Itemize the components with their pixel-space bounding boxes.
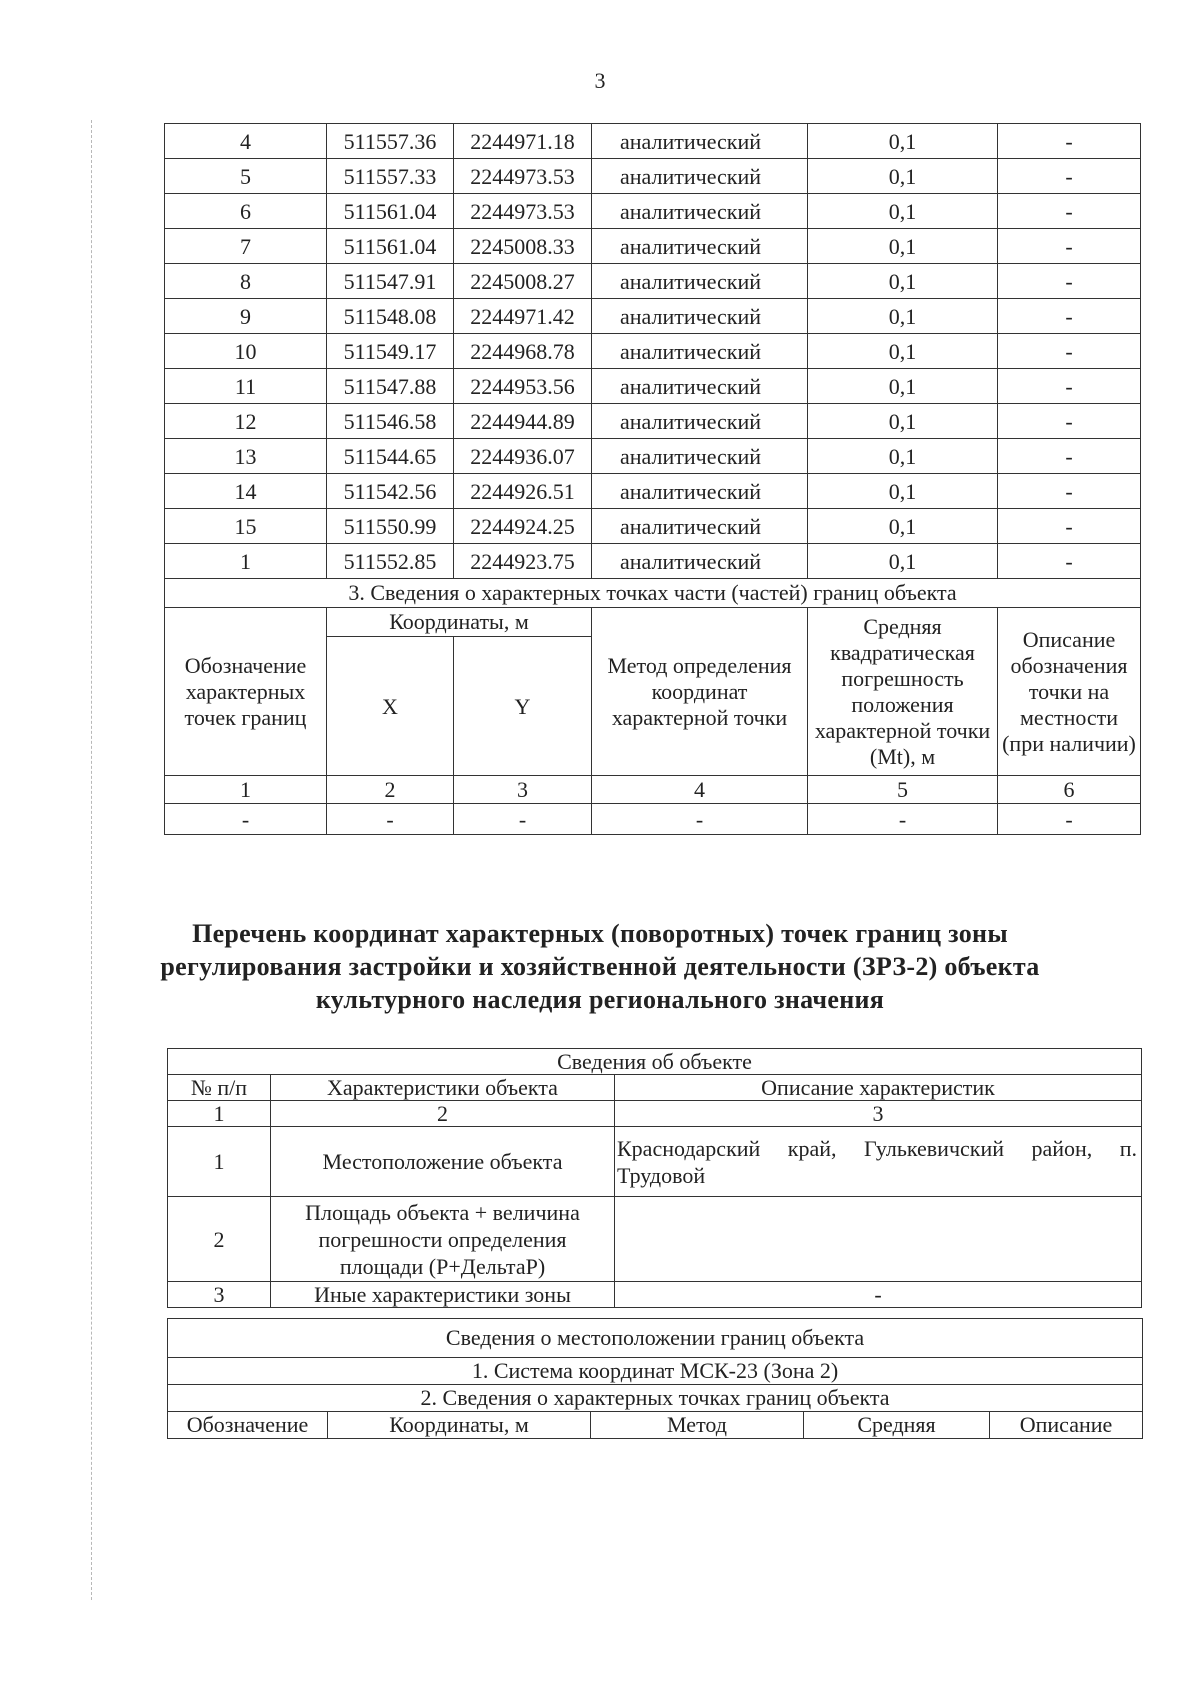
empty-cell: - [998, 804, 1141, 835]
points-title: 2. Сведения о характерных точках границ объекта [168, 1385, 1143, 1412]
mt-value: 0,1 [808, 194, 998, 229]
column-number: 1 [168, 1101, 271, 1127]
margin-line [91, 120, 92, 1600]
object-info-row [168, 1127, 1142, 1197]
mt-value: 0,1 [808, 124, 998, 159]
mt-value: 0,1 [808, 299, 998, 334]
header-coordinates: Координаты, м [327, 608, 592, 637]
method: аналитический [592, 194, 808, 229]
coord-y: 2244923.75 [454, 544, 592, 579]
column-numbers-row [165, 776, 1141, 804]
coordinate-row [165, 264, 1141, 299]
point-number: 5 [165, 159, 327, 194]
method: аналитический [592, 334, 808, 369]
column-number: 3 [615, 1101, 1142, 1127]
empty-cell: - [165, 804, 327, 835]
coord-y: 2244936.07 [454, 439, 592, 474]
header-designation: Обозначение [168, 1412, 328, 1439]
empty-cell: - [592, 804, 808, 835]
coordinate-row [165, 474, 1141, 509]
header-y: Y [454, 637, 592, 776]
parts-section-title: 3. Сведения о характерных точках части (частей) границ объекта [165, 579, 1141, 608]
header-designation: Обозначение характерных точек границ [165, 608, 327, 776]
mt-value: 0,1 [808, 264, 998, 299]
coord-x: 511557.36 [327, 124, 454, 159]
coordinate-row [165, 369, 1141, 404]
coord-x: 511546.58 [327, 404, 454, 439]
page-number: 3 [594, 68, 606, 93]
method: аналитический [592, 124, 808, 159]
method: аналитический [592, 229, 808, 264]
method: аналитический [592, 369, 808, 404]
coord-y: 2244953.56 [454, 369, 592, 404]
column-number: 5 [808, 776, 998, 804]
point-number: 8 [165, 264, 327, 299]
row-num: 3 [168, 1282, 271, 1308]
mt-value: 0,1 [808, 159, 998, 194]
point-number: 7 [165, 229, 327, 264]
coordinate-row [165, 299, 1141, 334]
point-number: 10 [165, 334, 327, 369]
column-number: 3 [454, 776, 592, 804]
description: - [998, 264, 1141, 299]
row-value: - [615, 1282, 1142, 1308]
empty-row [165, 804, 1141, 835]
row-characteristic: Площадь объекта + величина погрешности определения площади (Р+ДельтаР) [271, 1197, 615, 1282]
header-mt: Средняя [804, 1412, 990, 1439]
header-num: № п/п [168, 1075, 271, 1101]
header-method: Метод [591, 1412, 804, 1439]
coordinate-row [165, 159, 1141, 194]
row-num: 2 [168, 1197, 271, 1282]
header-description: Описание характеристик [615, 1075, 1142, 1101]
description: - [998, 509, 1141, 544]
row-characteristic: Местоположение объекта [271, 1127, 615, 1197]
column-number: 4 [592, 776, 808, 804]
point-number: 12 [165, 404, 327, 439]
mt-value: 0,1 [808, 509, 998, 544]
column-number: 1 [165, 776, 327, 804]
main-title: Перечень координат характерных (поворотных) точек границ зоны регулирования застройки и хозяйственной деятельности (ЗРЗ-2) объекта культурного наследия регионального значения [160, 919, 1040, 1014]
header-characteristic: Характеристики объекта [271, 1075, 615, 1101]
coordinate-row [165, 124, 1141, 159]
coord-x: 511561.04 [327, 194, 454, 229]
coordinate-row [165, 439, 1141, 474]
column-number: 2 [271, 1101, 615, 1127]
header-mt: Средняя квадратическая погрешность положения характерной точки (Mt), м [808, 608, 998, 776]
method: аналитический [592, 299, 808, 334]
method: аналитический [592, 404, 808, 439]
method: аналитический [592, 439, 808, 474]
description: - [998, 474, 1141, 509]
point-number: 15 [165, 509, 327, 544]
header-description: Описание обозначения точки на местности (при наличии) [998, 608, 1141, 776]
header-x: X [327, 637, 454, 776]
description: - [998, 404, 1141, 439]
row-value: Краснодарский край, Гулькевичский район, п. Трудовой [615, 1127, 1142, 1197]
point-number: 11 [165, 369, 327, 404]
object-info-table [167, 1048, 1142, 1308]
coord-y: 2244926.51 [454, 474, 592, 509]
coord-x: 511550.99 [327, 509, 454, 544]
description: - [998, 369, 1141, 404]
point-number: 6 [165, 194, 327, 229]
mt-value: 0,1 [808, 474, 998, 509]
row-num: 1 [168, 1127, 271, 1197]
boundary-info-table [167, 1318, 1143, 1439]
row-value [615, 1197, 1142, 1282]
coord-system: 1. Система координат МСК-23 (Зона 2) [168, 1358, 1143, 1385]
boundary-info-title: Сведения о местоположении границ объекта [168, 1319, 1143, 1358]
method: аналитический [592, 544, 808, 579]
coordinate-row [165, 194, 1141, 229]
coord-x: 511544.65 [327, 439, 454, 474]
coord-y: 2245008.33 [454, 229, 592, 264]
header-coordinates: Координаты, м [328, 1412, 591, 1439]
method: аналитический [592, 159, 808, 194]
description: - [998, 439, 1141, 474]
mt-value: 0,1 [808, 404, 998, 439]
coord-y: 2244973.53 [454, 194, 592, 229]
coord-y: 2245008.27 [454, 264, 592, 299]
point-number: 9 [165, 299, 327, 334]
object-info-title: Сведения об объекте [168, 1049, 1142, 1075]
coordinates-table [164, 123, 1141, 835]
point-number: 14 [165, 474, 327, 509]
coord-x: 511561.04 [327, 229, 454, 264]
coord-y: 2244973.53 [454, 159, 592, 194]
point-number: 4 [165, 124, 327, 159]
mt-value: 0,1 [808, 229, 998, 264]
mt-value: 0,1 [808, 544, 998, 579]
coord-x: 511547.91 [327, 264, 454, 299]
coord-x: 511547.88 [327, 369, 454, 404]
coordinate-row [165, 404, 1141, 439]
coord-x: 511548.08 [327, 299, 454, 334]
coord-y: 2244924.25 [454, 509, 592, 544]
description: - [998, 124, 1141, 159]
header-description: Описание [990, 1412, 1143, 1439]
object-info-row [168, 1282, 1142, 1308]
method: аналитический [592, 509, 808, 544]
coord-y: 2244968.78 [454, 334, 592, 369]
coord-x: 511542.56 [327, 474, 454, 509]
empty-cell: - [808, 804, 998, 835]
description: - [998, 194, 1141, 229]
coord-x: 511549.17 [327, 334, 454, 369]
column-number: 2 [327, 776, 454, 804]
coord-y: 2244944.89 [454, 404, 592, 439]
coord-x: 511552.85 [327, 544, 454, 579]
coordinate-row [165, 544, 1141, 579]
description: - [998, 544, 1141, 579]
point-number: 13 [165, 439, 327, 474]
coordinate-row [165, 334, 1141, 369]
description: - [998, 299, 1141, 334]
description: - [998, 334, 1141, 369]
empty-cell: - [327, 804, 454, 835]
mt-value: 0,1 [808, 369, 998, 404]
empty-cell: - [454, 804, 592, 835]
header-method: Метод определения координат характерной точки [592, 608, 808, 776]
coordinate-row [165, 509, 1141, 544]
coordinate-row [165, 229, 1141, 264]
method: аналитический [592, 264, 808, 299]
method: аналитический [592, 474, 808, 509]
coord-y: 2244971.18 [454, 124, 592, 159]
object-info-row [168, 1197, 1142, 1282]
coord-x: 511557.33 [327, 159, 454, 194]
parts-section [165, 579, 1141, 835]
description: - [998, 229, 1141, 264]
mt-value: 0,1 [808, 334, 998, 369]
row-characteristic: Иные характеристики зоны [271, 1282, 615, 1308]
coordinates-table-body [165, 124, 1141, 579]
coord-y: 2244971.42 [454, 299, 592, 334]
point-number: 1 [165, 544, 327, 579]
mt-value: 0,1 [808, 439, 998, 474]
column-number: 6 [998, 776, 1141, 804]
description: - [998, 159, 1141, 194]
